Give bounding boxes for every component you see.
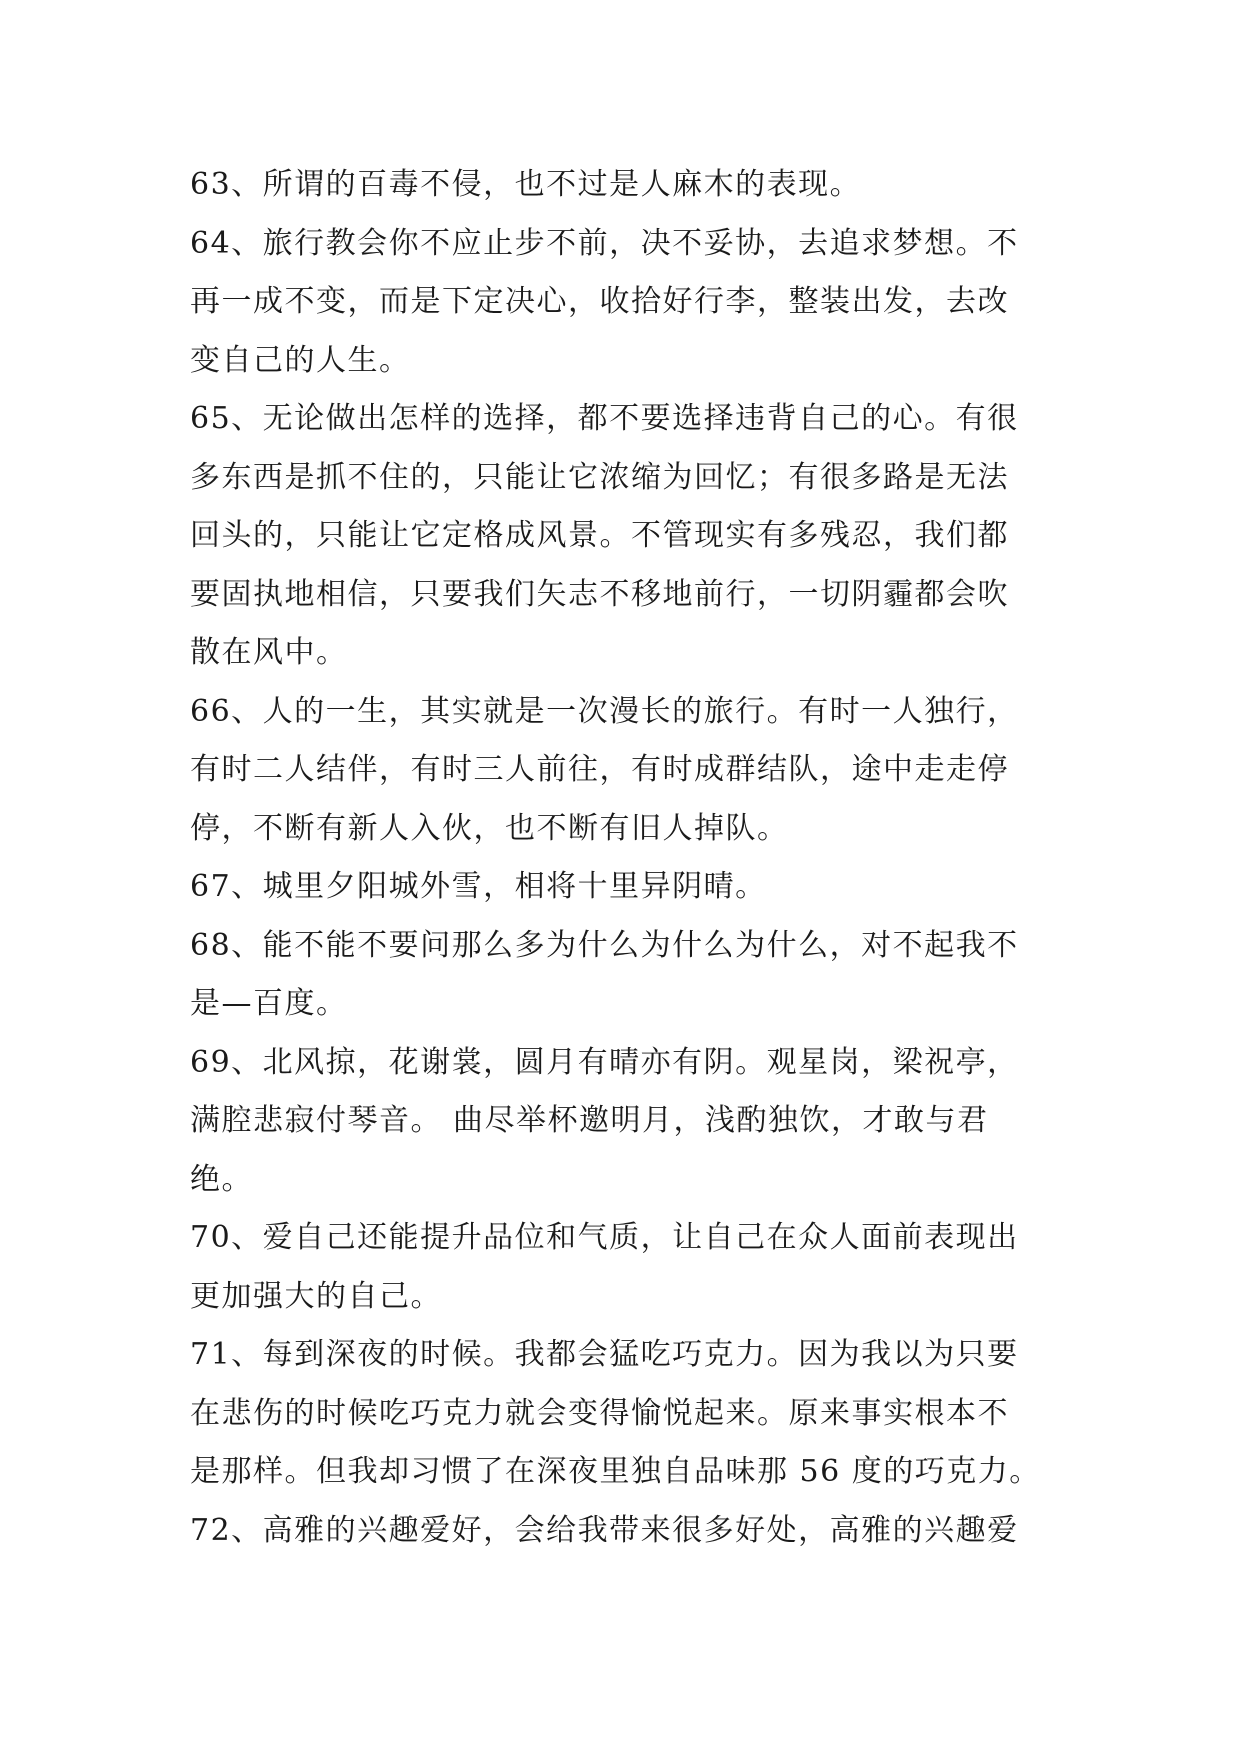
text-line: 65、无论做出怎样的选择，都不要选择违背自己的心。有很	[190, 401, 1019, 436]
text-line: 停，不断有新人入伙，也不断有旧人掉队。	[190, 810, 789, 846]
text-line: 绝。	[190, 1161, 253, 1197]
text-line: 63、所谓的百毒不侵，也不过是人麻木的表现。	[190, 167, 862, 202]
text-line: 66、人的一生，其实就是一次漫长的旅行。有时一人独行，	[190, 693, 1019, 729]
text-line: 是那样。但我却习惯了在深夜里独自品味那 56 度的巧克力。	[190, 1454, 1041, 1489]
text-line: 多东西是抓不住的，只能让它浓缩为回忆；有很多路是无法	[190, 459, 1009, 495]
text-line: 69、北风掠，花谢裳，圆月有晴亦有阴。观星岗，梁祝亭，	[190, 1044, 1019, 1080]
text-line: 满腔悲寂付琴音。 曲尽举杯邀明月，浅酌独饮，才敢与君	[190, 1103, 989, 1138]
text-line: 变自己的人生。	[190, 342, 411, 378]
text-line: 72、高雅的兴趣爱好，会给我带来很多好处，高雅的兴趣爱	[190, 1512, 1019, 1548]
text-line: 更加强大的自己。	[190, 1278, 442, 1314]
text-line: 再一成不变，而是下定决心，收拾好行李，整装出发，去改	[190, 284, 1009, 319]
text-line: 散在风中。	[190, 635, 348, 670]
text-line: 70、爱自己还能提升品位和气质，让自己在众人面前表现出	[190, 1220, 1019, 1255]
text-line: 是—百度。	[190, 986, 348, 1021]
text-line: 71、每到深夜的时候。我都会猛吃巧克力。因为我以为只要	[190, 1337, 1019, 1372]
text-line: 回头的，只能让它定格成风景。不管现实有多残忍，我们都	[190, 518, 1009, 553]
text-line: 68、能不能不要问那么多为什么为什么为什么，对不起我不	[190, 927, 1019, 963]
text-line: 有时二人结伴，有时三人前往，有时成群结队，途中走走停	[190, 752, 1009, 787]
text-line: 64、旅行教会你不应止步不前，决不妥协，去追求梦想。不	[190, 225, 1019, 261]
text-line: 在悲伤的时候吃巧克力就会变得愉悦起来。原来事实根本不	[190, 1395, 1009, 1431]
text-line: 要固执地相信，只要我们矢志不移地前行，一切阴霾都会吹	[190, 576, 1009, 612]
text-line: 67、城里夕阳城外雪，相将十里异阴晴。	[190, 869, 767, 904]
document-body	[190, 156, 1070, 1560]
